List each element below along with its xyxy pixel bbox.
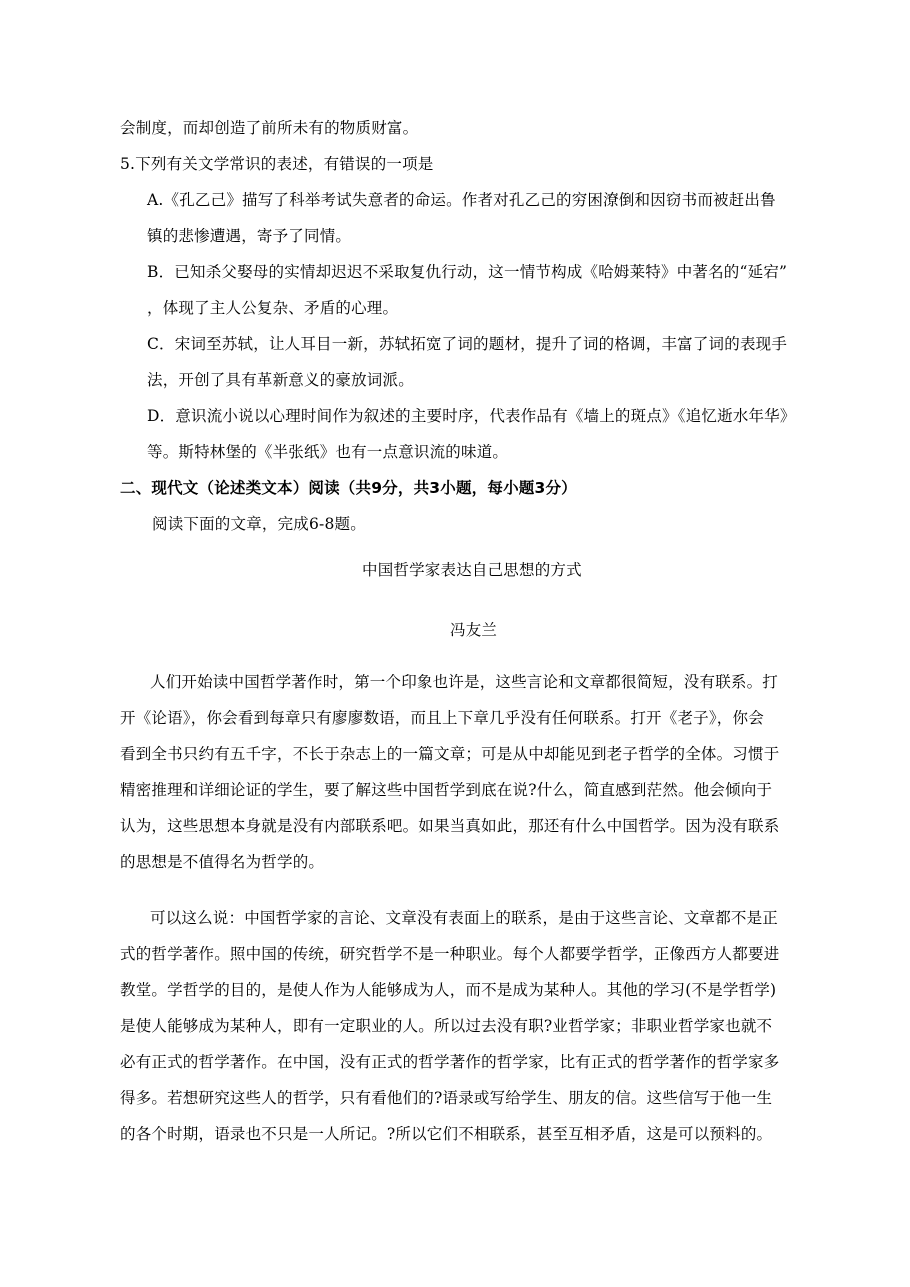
previous-paragraph-tail: 会制度，而却创造了前所未有的物质财富。 [120, 119, 419, 137]
question-5-option-b-line-1: B．已知杀父娶母的实情却迟迟不采取复仇行动，这一情节构成《哈姆莱特》中著名的“延宕” [147, 263, 788, 281]
paragraph-2-line: 教堂。学哲学的目的，是使人作为人能够成为人，而不是成为某种人。其他的学习(不是学哲学) [120, 981, 777, 999]
question-5-option-b-line-2: ，体现了主人公复杂、矛盾的心理。 [147, 299, 399, 317]
article-title: 中国哲学家表达自己思想的方式 [362, 561, 582, 579]
question-5-option-d-line-1: D．意识流小说以心理时间作为叙述的主要时序，代表作品有《墙上的斑点》《追忆逝水年华》 [147, 407, 796, 425]
paragraph-2-line: 是使人能够成为某种人，即有一定职业的人。所以过去没有职?业哲学家；非职业哲学家也就不 [120, 1017, 773, 1035]
question-5-option-a-line-2: 镇的悲惨遭遇，寄予了同情。 [147, 227, 352, 245]
paragraph-1-line: 的思想是不值得名为哲学的。 [120, 853, 325, 871]
article-author: 冯友兰 [450, 621, 498, 639]
question-5-option-c-line-2: 法，开创了具有革新意义的豪放词派。 [147, 371, 414, 389]
question-5-option-a-line-1: A.《孔乙己》描写了科举考试失意者的命运。作者对孔乙己的穷困潦倒和因窃书而被赶出鲁 [147, 191, 776, 209]
question-5-option-d-line-2: 等。斯特林堡的《半张纸》也有一点意识流的味道。 [147, 443, 509, 461]
paragraph-1-line: 认为，这些思想本身就是没有内部联系吧。如果当真如此，那还有什么中国哲学。因为没有联系 [120, 817, 780, 835]
paragraph-1-line: 精密推理和详细论证的学生，要了解这些中国哲学到底在说?什么，简直感到茫然。他会倾向于 [120, 781, 773, 799]
paragraph-2-line: 式的哲学著作。照中国的传统，研究哲学不是一种职业。每个人都要学哲学，正像西方人都要进 [120, 945, 780, 963]
paragraph-2-line: 得多。若想研究这些人的哲学，只有看他们的?语录或写给学生、朋友的信。这些信写于他一生 [120, 1089, 773, 1107]
paragraph-2-line: 的各个时期，语录也不只是一人所记。?所以它们不相联系，甚至互相矛盾，这是可以预料的。 [120, 1125, 773, 1143]
section-2-instruction: 阅读下面的文章，完成6-8题。 [152, 515, 366, 533]
paragraph-2-line: 可以这么说：中国哲学家的言论、文章没有表面上的联系，是由于这些言论、文章都不是正 [150, 909, 779, 927]
section-2-heading: 二、现代文（论述类文本）阅读（共9分，共3小题，每小题3分） [120, 479, 577, 497]
paragraph-1-line: 看到全书只约有五千字，不长于杂志上的一篇文章；可是从中却能见到老子哲学的全体。习惯于 [120, 745, 780, 763]
paragraph-1-line: 人们开始读中国哲学著作时，第一个印象也许是，这些言论和文章都很简短，没有联系。打 [150, 673, 779, 691]
paragraph-1-line: 开《论语》，你会看到每章只有廖廖数语，而且上下章几乎没有任何联系。打开《老子》，你会 [120, 709, 764, 727]
question-5-option-c-line-1: C．宋词至苏轼，让人耳目一新，苏轼拓宽了词的题材，提升了词的格调，丰富了词的表现手 [147, 335, 788, 353]
question-5-stem: 5.下列有关文学常识的表述，有错误的一项是 [120, 155, 434, 173]
paragraph-2-line: 必有正式的哲学著作。在中国，没有正式的哲学著作的哲学家，比有正式的哲学著作的哲学家多 [120, 1053, 780, 1071]
